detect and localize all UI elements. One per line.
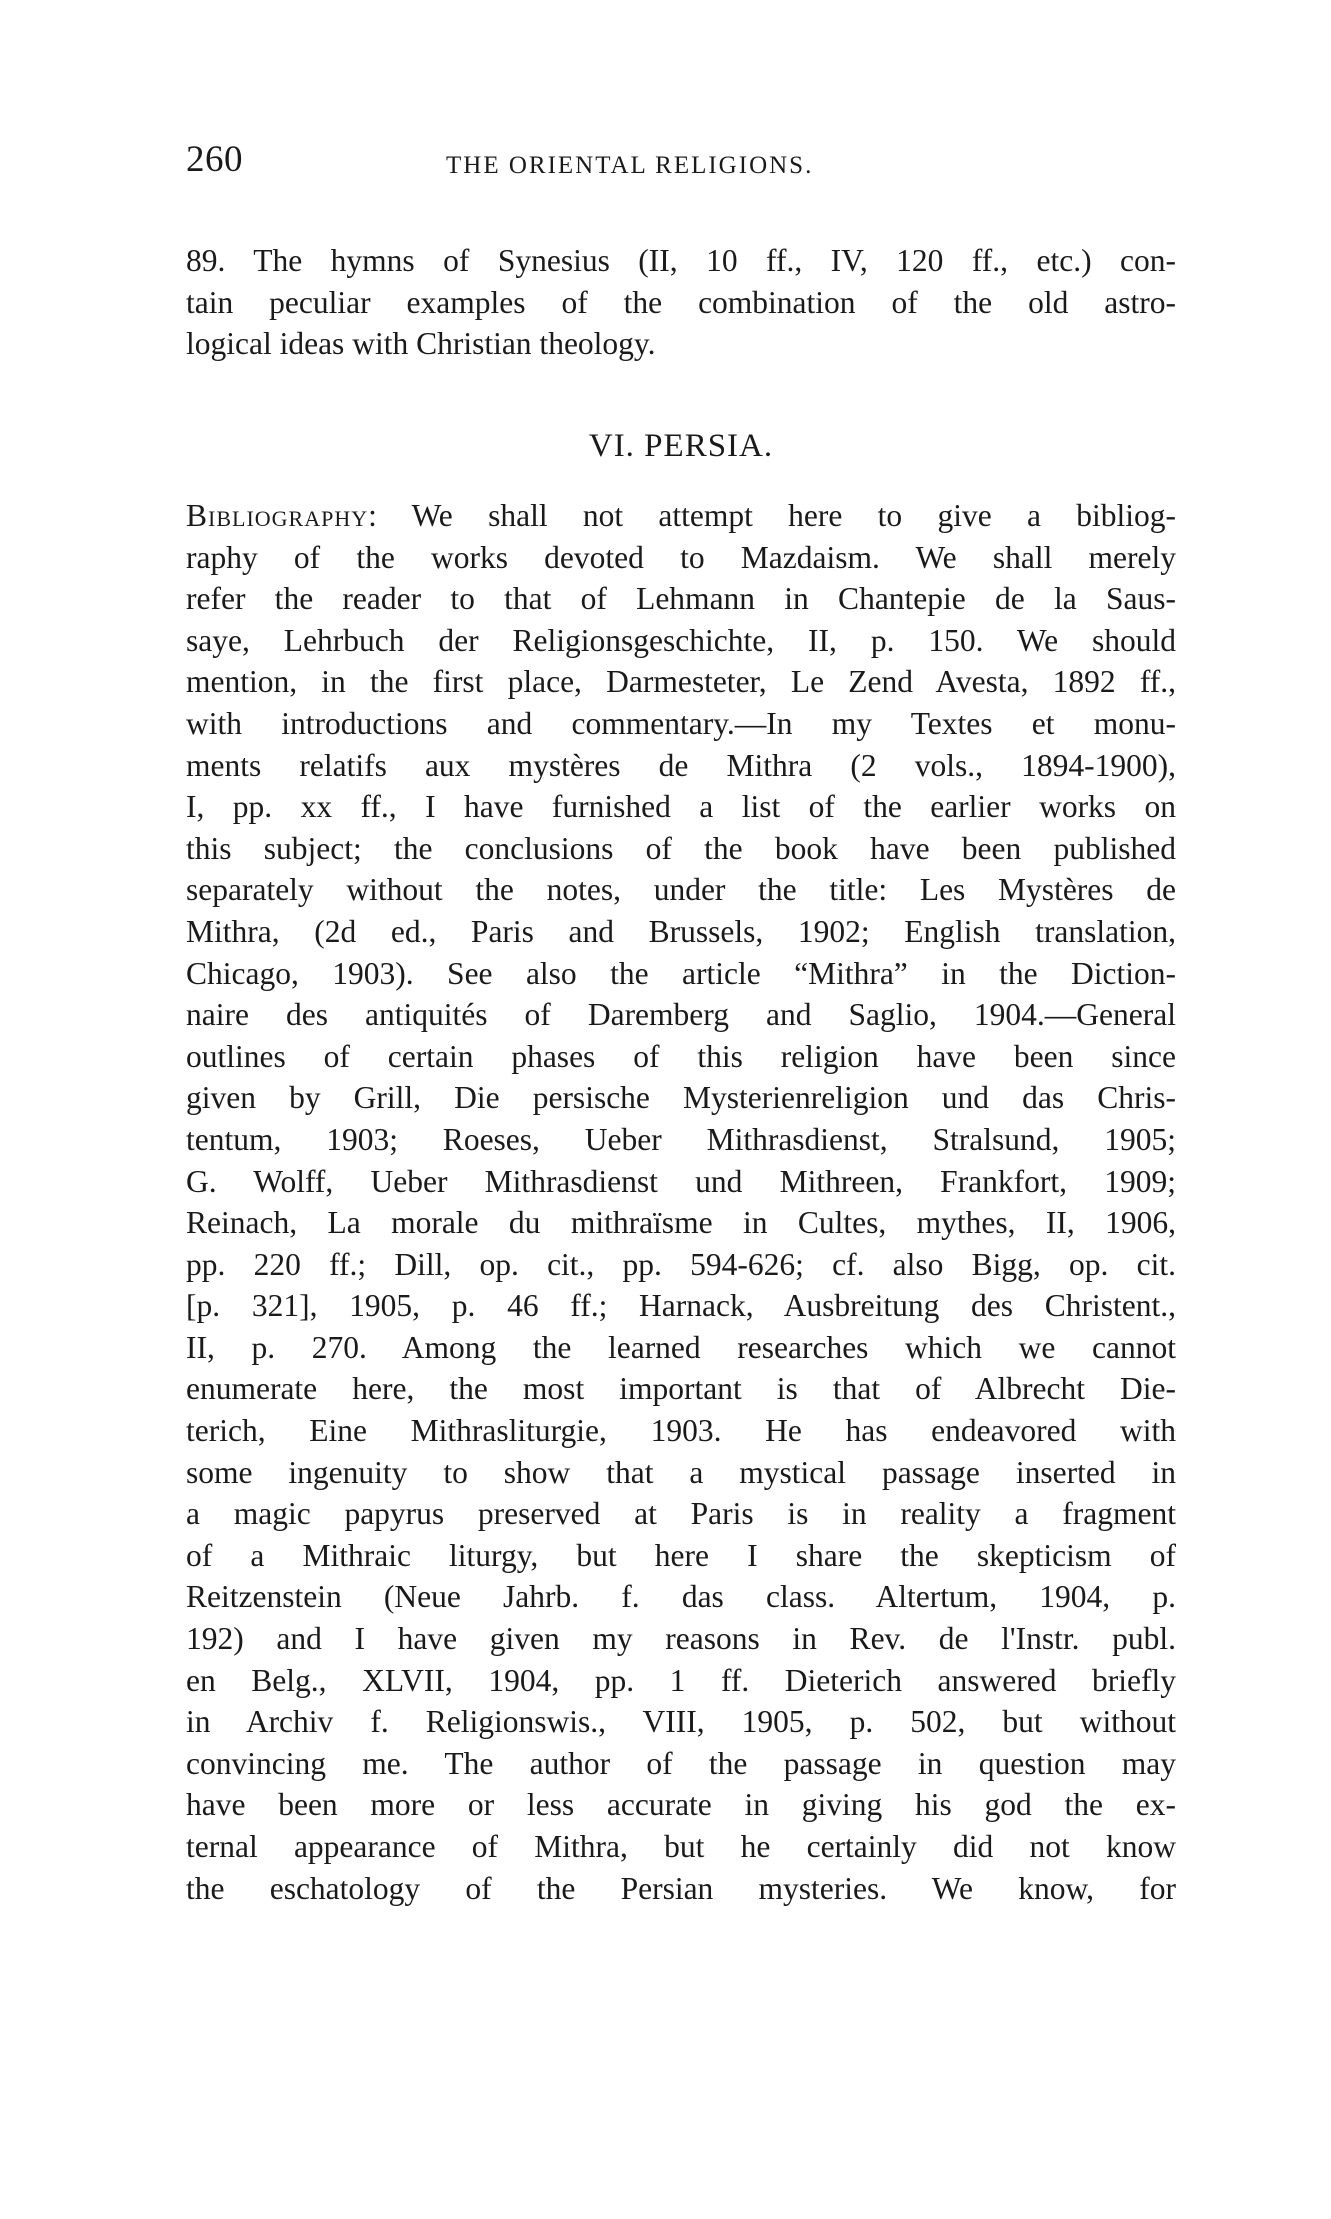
bibliography-line: enumerate here, the most important is that of Albrecht Die- <box>186 1371 1176 1407</box>
bibliography-line: with introductions and commentary.—In my Textes et monu- <box>186 705 1176 741</box>
bibliography-line: Reitzenstein (Neue Jahrb. f. das class. Altertum, 1904, p. <box>186 1579 1176 1615</box>
bibliography-line: tentum, 1903; Roeses, Ueber Mithrasdienst, Stralsund, 1905; <box>186 1121 1176 1157</box>
bibliography-line: II, p. 270. Among the learned researches which we cannot <box>186 1329 1176 1365</box>
bibliography-line: mention, in the first place, Darmesteter, Le Zend Avesta, 1892 ff., <box>186 664 1176 700</box>
bibliography-line: some ingenuity to show that a mystical passage inserted in <box>186 1454 1176 1490</box>
bibliography-first-line <box>186 495 1176 537</box>
running-head <box>186 138 1176 188</box>
bibliography-line: : We shall not attempt here to give a bibliog- <box>368 498 1176 533</box>
bibliography-line: terich, Eine Mithrasliturgie, 1903. He has endeavored with <box>186 1413 1176 1449</box>
note-89 <box>186 240 1176 365</box>
bibliography-line: naire des antiquités of Daremberg and Saglio, 1904.—General <box>186 997 1176 1033</box>
bibliography-line: this subject; the conclusions of the book have been published <box>186 830 1176 866</box>
bibliography-label: Bibliography <box>186 498 369 533</box>
note-line: 89. The hymns of Synesius (II, 10 ff., IV, 120 ff., etc.) con- <box>186 243 1176 278</box>
running-title: THE ORIENTAL RELIGIONS. <box>446 152 814 179</box>
bibliography-line: pp. 220 ff.; Dill, op. cit., pp. 594-626; cf. also Bigg, op. cit. <box>186 1246 1176 1282</box>
note-line: tain peculiar examples of the combination of the old astro- <box>186 284 1176 320</box>
section-heading: VI. PERSIA. <box>588 428 774 464</box>
bibliography-line: ternal appearance of Mithra, but he certainly did not know <box>186 1829 1176 1864</box>
bibliography-line: given by Grill, Die persische Mysterienreligion und das Chris- <box>186 1080 1176 1116</box>
bibliography-line: of a Mithraic liturgy, but here I share the skepticism of <box>186 1537 1176 1573</box>
bibliography-line: refer the reader to that of Lehmann in Chantepie de la Saus- <box>186 581 1176 617</box>
bibliography-line: the eschatology of the Persian mysteries. We know, for <box>186 1870 1176 1906</box>
bibliography-line: convincing me. The author of the passage in question may <box>186 1745 1176 1781</box>
bibliography-line: saye, Lehrbuch der Religionsgeschichte, II, p. 150. We should <box>186 622 1176 658</box>
bibliography-line: G. Wolff, Ueber Mithrasdienst und Mithreen, Frankfort, 1909; <box>186 1163 1176 1199</box>
bibliography-line: have been more or less accurate in giving his god the ex- <box>186 1787 1176 1823</box>
bibliography-line: a magic papyrus preserved at Paris is in reality a fragment <box>186 1496 1176 1532</box>
bibliography-line: ments relatifs aux mystères de Mithra (2 vols., 1894-1900), <box>186 747 1176 783</box>
page-number: 260 <box>186 139 243 180</box>
note-line: logical ideas with Christian theology. <box>186 326 656 362</box>
bibliography-line: outlines of certain phases of this religion have been since <box>186 1038 1176 1074</box>
bibliography-line: Chicago, 1903). See also the article “Mithra” in the Diction- <box>186 955 1176 991</box>
bibliography-line: in Archiv f. Religionswis., VIII, 1905, p. 502, but without <box>186 1704 1176 1740</box>
bibliography-line: en Belg., XLVII, 1904, pp. 1 ff. Dieterich answered briefly <box>186 1662 1176 1698</box>
bibliography-line: raphy of the works devoted to Mazdaism. We shall merely <box>186 539 1176 575</box>
bibliography-line: 192) and I have given my reasons in Rev. de l'Instr. publ. <box>186 1621 1176 1657</box>
bibliography-paragraph <box>186 495 1176 1909</box>
bibliography-line: Reinach, La morale du mithraïsme in Cultes, mythes, II, 1906, <box>186 1205 1176 1241</box>
bibliography-line: [p. 321], 1905, p. 46 ff.; Harnack, Ausbreitung des Christent., <box>186 1288 1176 1324</box>
bibliography-line: separately without the notes, under the title: Les Mystères de <box>186 872 1176 908</box>
bibliography-line: I, pp. xx ff., I have furnished a list of the earlier works on <box>186 789 1176 825</box>
bibliography-line: Mithra, (2d ed., Paris and Brussels, 1902; English translation, <box>186 913 1176 949</box>
